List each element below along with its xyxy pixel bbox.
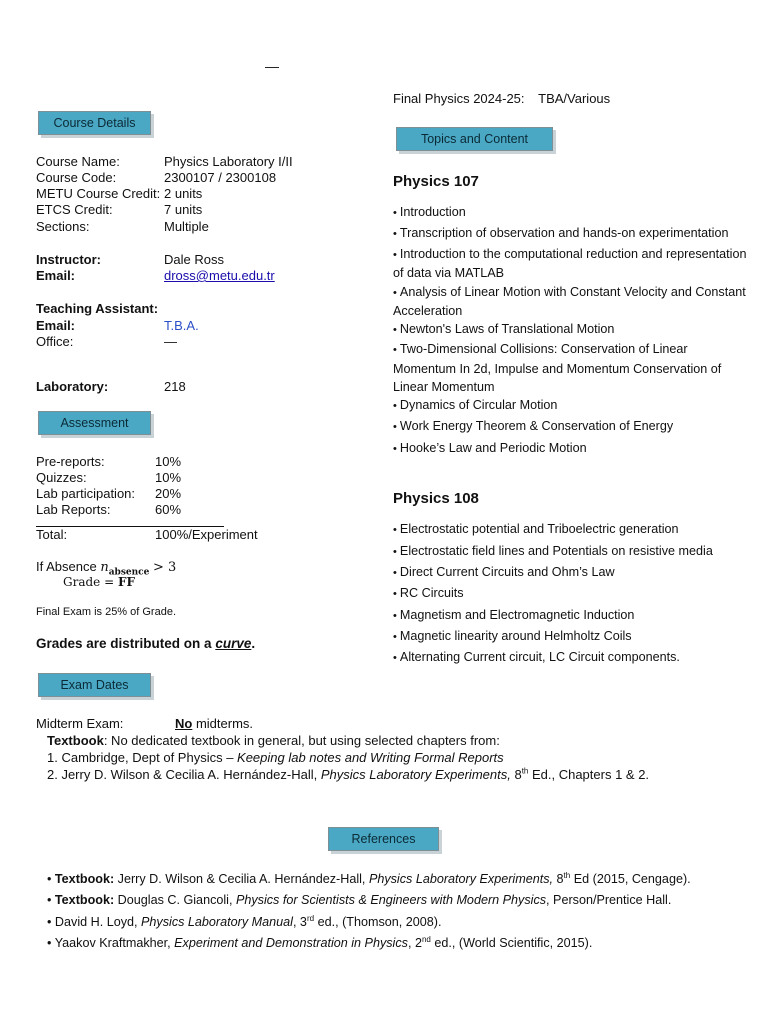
assessment-key: Pre-reports:	[36, 454, 105, 469]
list-item-text: Alternating Current circuit, LC Circuit components.	[399, 650, 680, 664]
item2-title: Physics Laboratory Experiments,	[320, 767, 511, 782]
reference-item: • Yaakov Kraftmakher, Experiment and Demonstration in Physics, 2nd ed., (World Scientific, 2015).	[47, 934, 593, 950]
item2-num: 8	[510, 767, 522, 782]
item2-rest: Ed., Chapters 1 & 2.	[528, 767, 650, 782]
reference-title: Physics for Scientists & Engineers with Modern Physics	[235, 893, 547, 907]
curve-prefix: Grades are distributed on a	[36, 636, 212, 651]
list-item-text: Introduction to the computational reduction and representation of data via MATLAB	[393, 247, 747, 280]
section-assessment	[38, 411, 151, 435]
course-row-key: Sections:	[36, 219, 90, 234]
email-label: Email:	[36, 268, 76, 283]
list-item-text: Two-Dimensional Collisions: Conservation of Linear Momentum In 2d, Impulse and Momentum Conservation of Linear Momentum	[393, 342, 722, 394]
list-item: • Introduction to the computational reduction and representation of data via MATLAB	[393, 247, 747, 280]
textbook-label: Textbook	[47, 733, 104, 748]
list-item-text: Hooke’s Law and Periodic Motion	[399, 441, 587, 455]
list-item: • Direct Current Circuits and Ohm’s Law	[393, 565, 615, 579]
section-references	[328, 827, 439, 851]
reference-rest: ed., (World Scientific, 2015).	[430, 936, 593, 950]
section-references-label: References	[351, 832, 416, 846]
course-row-value: 2300107 / 2300108	[164, 170, 277, 185]
absence-sub: absence	[108, 567, 150, 578]
instructor-name: Dale Ross	[164, 252, 224, 267]
midterm-rest: midterms.	[195, 716, 254, 731]
section-course-details	[38, 111, 151, 135]
reference-item: • Textbook: Douglas C. Giancoli, Physics for Scientists & Engineers with Modern Physics, Person/Prentice Hall.	[47, 893, 672, 907]
grade-text: Grade =	[63, 575, 118, 589]
absence-prefix: If Absence	[36, 559, 97, 574]
course-row-value: Multiple	[164, 219, 209, 234]
textbook-item-1	[47, 750, 504, 765]
final-physics-line	[393, 91, 610, 106]
reference-rest: , Person/Prentice Hall.	[546, 893, 672, 907]
midterm-no: No	[175, 716, 193, 731]
list-item-text: Analysis of Linear Motion with Constant Velocity and Constant Acceleration	[393, 285, 746, 318]
item1-prefix: 1. Cambridge, Dept of Physics –	[47, 750, 238, 765]
list-item-text: Magnetism and Electromagnetic Induction	[399, 608, 635, 622]
course-row-value: Physics Laboratory I/II	[164, 154, 293, 169]
list-item-text: Electrostatic potential and Triboelectric generation	[399, 522, 679, 536]
list-item: • Magnetism and Electromagnetic Induction	[393, 608, 635, 622]
instructor-email-link[interactable]: dross@metu.edu.tr	[164, 268, 275, 283]
course-row-value: 2 units	[164, 186, 203, 201]
section-exam-dates	[38, 673, 151, 697]
curve-note	[36, 636, 255, 651]
ta-email-label: Email:	[36, 318, 76, 333]
item2-sup: th	[521, 766, 529, 776]
list-item: • Dynamics of Circular Motion	[393, 398, 558, 412]
course-row-key: METU Course Credit:	[36, 186, 161, 201]
total-label: Total:	[36, 527, 68, 542]
reference-edition: , 2	[407, 936, 422, 950]
list-item: • Transcription of observation and hands-on experimentation	[393, 226, 729, 240]
reference-author: Yaakov Kraftmakher,	[54, 936, 175, 950]
reference-sup: rd	[306, 913, 315, 923]
list-item-text: Introduction	[399, 205, 466, 219]
list-item-text: Magnetic linearity around Helmholtz Coils	[399, 629, 632, 643]
instructor-label: Instructor:	[36, 252, 101, 267]
ta-label: Teaching Assistant:	[36, 301, 159, 316]
list-item: • Alternating Current circuit, LC Circuit components.	[393, 650, 680, 664]
physics108-title: Physics 108	[393, 490, 479, 507]
reference-sup: th	[563, 870, 571, 880]
assessment-value: 10%	[155, 470, 182, 485]
final-physics-value: TBA/Various	[538, 91, 611, 106]
section-topics	[396, 127, 553, 151]
reference-item: • David H. Loyd, Physics Laboratory Manual, 3rd ed., (Thomson, 2008).	[47, 913, 442, 929]
list-item: • Introduction	[393, 205, 466, 219]
list-item-text: RC Circuits	[399, 586, 464, 600]
final-exam-note: Final Exam is 25% of Grade.	[36, 606, 177, 618]
section-assessment-label: Assessment	[60, 416, 129, 430]
list-item: • Electrostatic field lines and Potentials on resistive media	[393, 544, 713, 558]
reference-title: Experiment and Demonstration in Physics	[174, 936, 408, 950]
list-item-text: Electrostatic field lines and Potentials on resistive media	[399, 544, 713, 558]
reference-label: Textbook:	[54, 893, 115, 907]
physics107-title: Physics 107	[393, 173, 479, 190]
section-course-details-label: Course Details	[53, 116, 136, 130]
list-item: • Hooke’s Law and Periodic Motion	[393, 441, 587, 455]
assessment-key: Quizzes:	[36, 470, 87, 485]
list-item-text: Dynamics of Circular Motion	[399, 398, 558, 412]
list-item: • Analysis of Linear Motion with Constant Velocity and Constant Acceleration	[393, 285, 746, 318]
list-item: • Electrostatic potential and Triboelectric generation	[393, 522, 679, 536]
lab-value: 218	[164, 379, 186, 394]
reference-edition: , 3	[292, 915, 307, 929]
assessment-value: 10%	[155, 454, 182, 469]
reference-title: Physics Laboratory Manual	[141, 915, 293, 929]
section-topics-label: Topics and Content	[420, 132, 528, 146]
list-item: • Newton's Laws of Translational Motion	[393, 322, 615, 336]
textbook-line	[47, 733, 500, 748]
midterm-row	[36, 716, 436, 732]
top-dash: —	[265, 58, 279, 74]
list-item: • Work Energy Theorem & Conservation of Energy	[393, 419, 674, 433]
final-physics-label: Final Physics 2024-25:	[393, 91, 525, 106]
list-item: • Two-Dimensional Collisions: Conservation of Linear Momentum In 2d, Impulse and Momentum Conservation of Linear Momentum	[393, 342, 722, 394]
absence-var: n	[100, 560, 109, 575]
assessment-key: Lab participation:	[36, 486, 136, 501]
course-row-key: Course Code:	[36, 170, 117, 185]
reference-rest: Ed (2015, Cengage).	[570, 872, 691, 886]
list-item-text: Work Energy Theorem & Conservation of Energy	[399, 419, 674, 433]
lab-label: Laboratory:	[36, 379, 109, 394]
reference-edition: 8	[553, 872, 564, 886]
course-row-key: ETCS Credit:	[36, 202, 113, 217]
list-item: • RC Circuits	[393, 586, 464, 600]
midterm-label: Midterm Exam:	[36, 716, 124, 731]
list-item-text: Transcription of observation and hands-on experimentation	[399, 226, 729, 240]
curve-suffix: .	[251, 636, 256, 651]
office-label: Office:	[36, 334, 74, 349]
assessment-key: Lab Reports:	[36, 502, 111, 517]
total-value: 100%/Experiment	[155, 527, 258, 542]
grade-rule	[63, 575, 135, 589]
list-item-text: Direct Current Circuits and Ohm’s Law	[399, 565, 615, 579]
ta-email-value: T.B.A.	[164, 318, 199, 333]
absence-cond: > 3	[153, 560, 177, 575]
item1-title: Keeping lab notes and Writing Formal Reports	[237, 750, 504, 765]
course-row-value: 7 units	[164, 202, 203, 217]
reference-author: Douglas C. Giancoli,	[114, 893, 236, 907]
reference-sup: nd	[421, 934, 431, 944]
reference-item: • Textbook: Jerry D. Wilson & Cecilia A. Hernández-Hall, Physics Laboratory Experiments, 8th Ed (2015, Cengage).	[47, 870, 691, 886]
reference-title: Physics Laboratory Experiments,	[368, 872, 554, 886]
grade-value: FF	[117, 575, 135, 589]
list-item-text: Newton's Laws of Translational Motion	[399, 322, 615, 336]
textbook-text: : No dedicated textbook in general, but using selected chapters from:	[103, 733, 500, 748]
textbook-item-2	[47, 767, 649, 782]
section-exam-dates-label: Exam Dates	[60, 678, 129, 692]
reference-label: Textbook:	[54, 872, 115, 886]
course-row-key: Course Name:	[36, 154, 120, 169]
reference-author: Jerry D. Wilson & Cecilia A. Hernández-Hall,	[114, 872, 369, 886]
reference-author: David H. Loyd,	[54, 915, 142, 929]
curve-word: curve	[215, 636, 252, 651]
assessment-value: 20%	[155, 486, 182, 501]
assessment-value: 60%	[155, 502, 182, 517]
reference-rest: ed., (Thomson, 2008).	[314, 915, 442, 929]
item2-prefix: 2. Jerry D. Wilson & Cecilia A. Hernández-Hall,	[47, 767, 321, 782]
office-value: —	[164, 334, 177, 349]
list-item: • Magnetic linearity around Helmholtz Coils	[393, 629, 632, 643]
